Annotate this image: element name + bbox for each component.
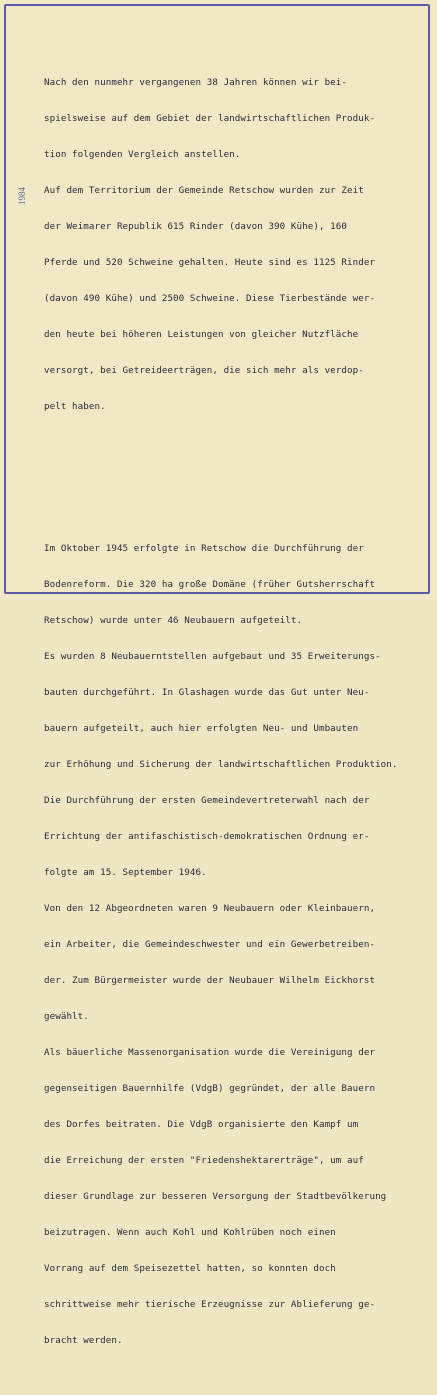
text-line: (davon 490 Kühe) und 2500 Schweine. Diese Tierbestände wer- (44, 293, 376, 304)
text-line: Im Oktober 1945 erfolgte in Retschow die Durchführung der (44, 543, 364, 554)
text-line: schrittweise mehr tierische Erzeugnisse zur Ablieferung ge- (44, 1299, 376, 1310)
text-line: gegenseitigen Bauernhilfe (VdgB) gegründet, der alle Bauern (44, 1083, 376, 1094)
text-line: pelt haben. (44, 401, 106, 412)
text-line: folgte am 15. September 1946. (44, 867, 207, 878)
paragraph-gap (44, 473, 414, 483)
text-line: gewählt. (44, 1011, 89, 1022)
text-line: Nach den nunmehr vergangenen 38 Jahren können wir bei- (44, 77, 348, 88)
paragraph-1 (44, 53, 414, 437)
paragraph-2 (44, 519, 414, 1371)
text-line: den heute bei höheren Leistungen von gleicher Nutzfläche (44, 329, 359, 340)
text-line: des Dorfes beitraten. Die VdgB organisierte den Kampf um (44, 1119, 359, 1130)
text-line: Vorrang auf dem Speisezettel hatten, so konnten doch (44, 1263, 336, 1274)
text-line: der. Zum Bürgermeister wurde der Neubauer Wilhelm Eickhorst (44, 975, 376, 986)
text-line: versorgt, bei Getreideerträgen, die sich mehr als verdop- (44, 365, 364, 376)
margin-note: 1984 (17, 187, 27, 205)
text-line: Auf dem Territorium der Gemeinde Retschow wurden zur Zeit (44, 185, 364, 196)
text-line: Retschow) wurde unter 46 Neubauern aufgeteilt. (44, 615, 303, 626)
text-line: bracht werden. (44, 1335, 123, 1346)
text-line: Bodenreform. Die 320 ha große Domäne (früher Gutsherrschaft (44, 579, 376, 590)
text-line: die Erreichung der ersten "Friedenshektarerträge", um auf (44, 1155, 364, 1166)
text-line: Pferde und 520 Schweine gehalten. Heute sind es 1125 Rinder (44, 257, 376, 268)
text-line: tion folgenden Vergleich anstellen. (44, 149, 241, 160)
text-line: beizutragen. Wenn auch Kohl und Kohlrüben noch einen (44, 1227, 336, 1238)
text-line: Es wurden 8 Neubauerntstellen aufgebaut und 35 Erweiterungs- (44, 651, 381, 662)
text-line: dieser Grundlage zur besseren Versorgung der Stadtbevölkerung (44, 1191, 387, 1202)
text-line: Errichtung der antifaschistisch-demokratischen Ordnung er- (44, 831, 370, 842)
document-body (44, 29, 414, 1395)
text-line: bauten durchgeführt. In Glashagen wurde das Gut unter Neu- (44, 687, 370, 698)
text-line: bauern aufgeteilt, auch hier erfolgten Neu- und Umbauten (44, 723, 359, 734)
text-line: der Weimarer Republik 615 Rinder (davon 390 Kühe), 160 (44, 221, 348, 232)
text-line: ein Arbeiter, die Gemeindeschwester und ein Gewerbetreiben- (44, 939, 376, 950)
text-line: Als bäuerliche Massenorganisation wurde die Vereinigung der (44, 1047, 376, 1058)
text-line: zur Erhöhung und Sicherung der landwirtschaftlichen Produktion. (44, 759, 398, 770)
text-line: Von den 12 Abgeordneten waren 9 Neubauern oder Kleinbauern, (44, 903, 376, 914)
text-line: Die Durchführung der ersten Gemeindevertreterwahl nach der (44, 795, 370, 806)
text-line: spielsweise auf dem Gebiet der landwirtschaftlichen Produk- (44, 113, 376, 124)
